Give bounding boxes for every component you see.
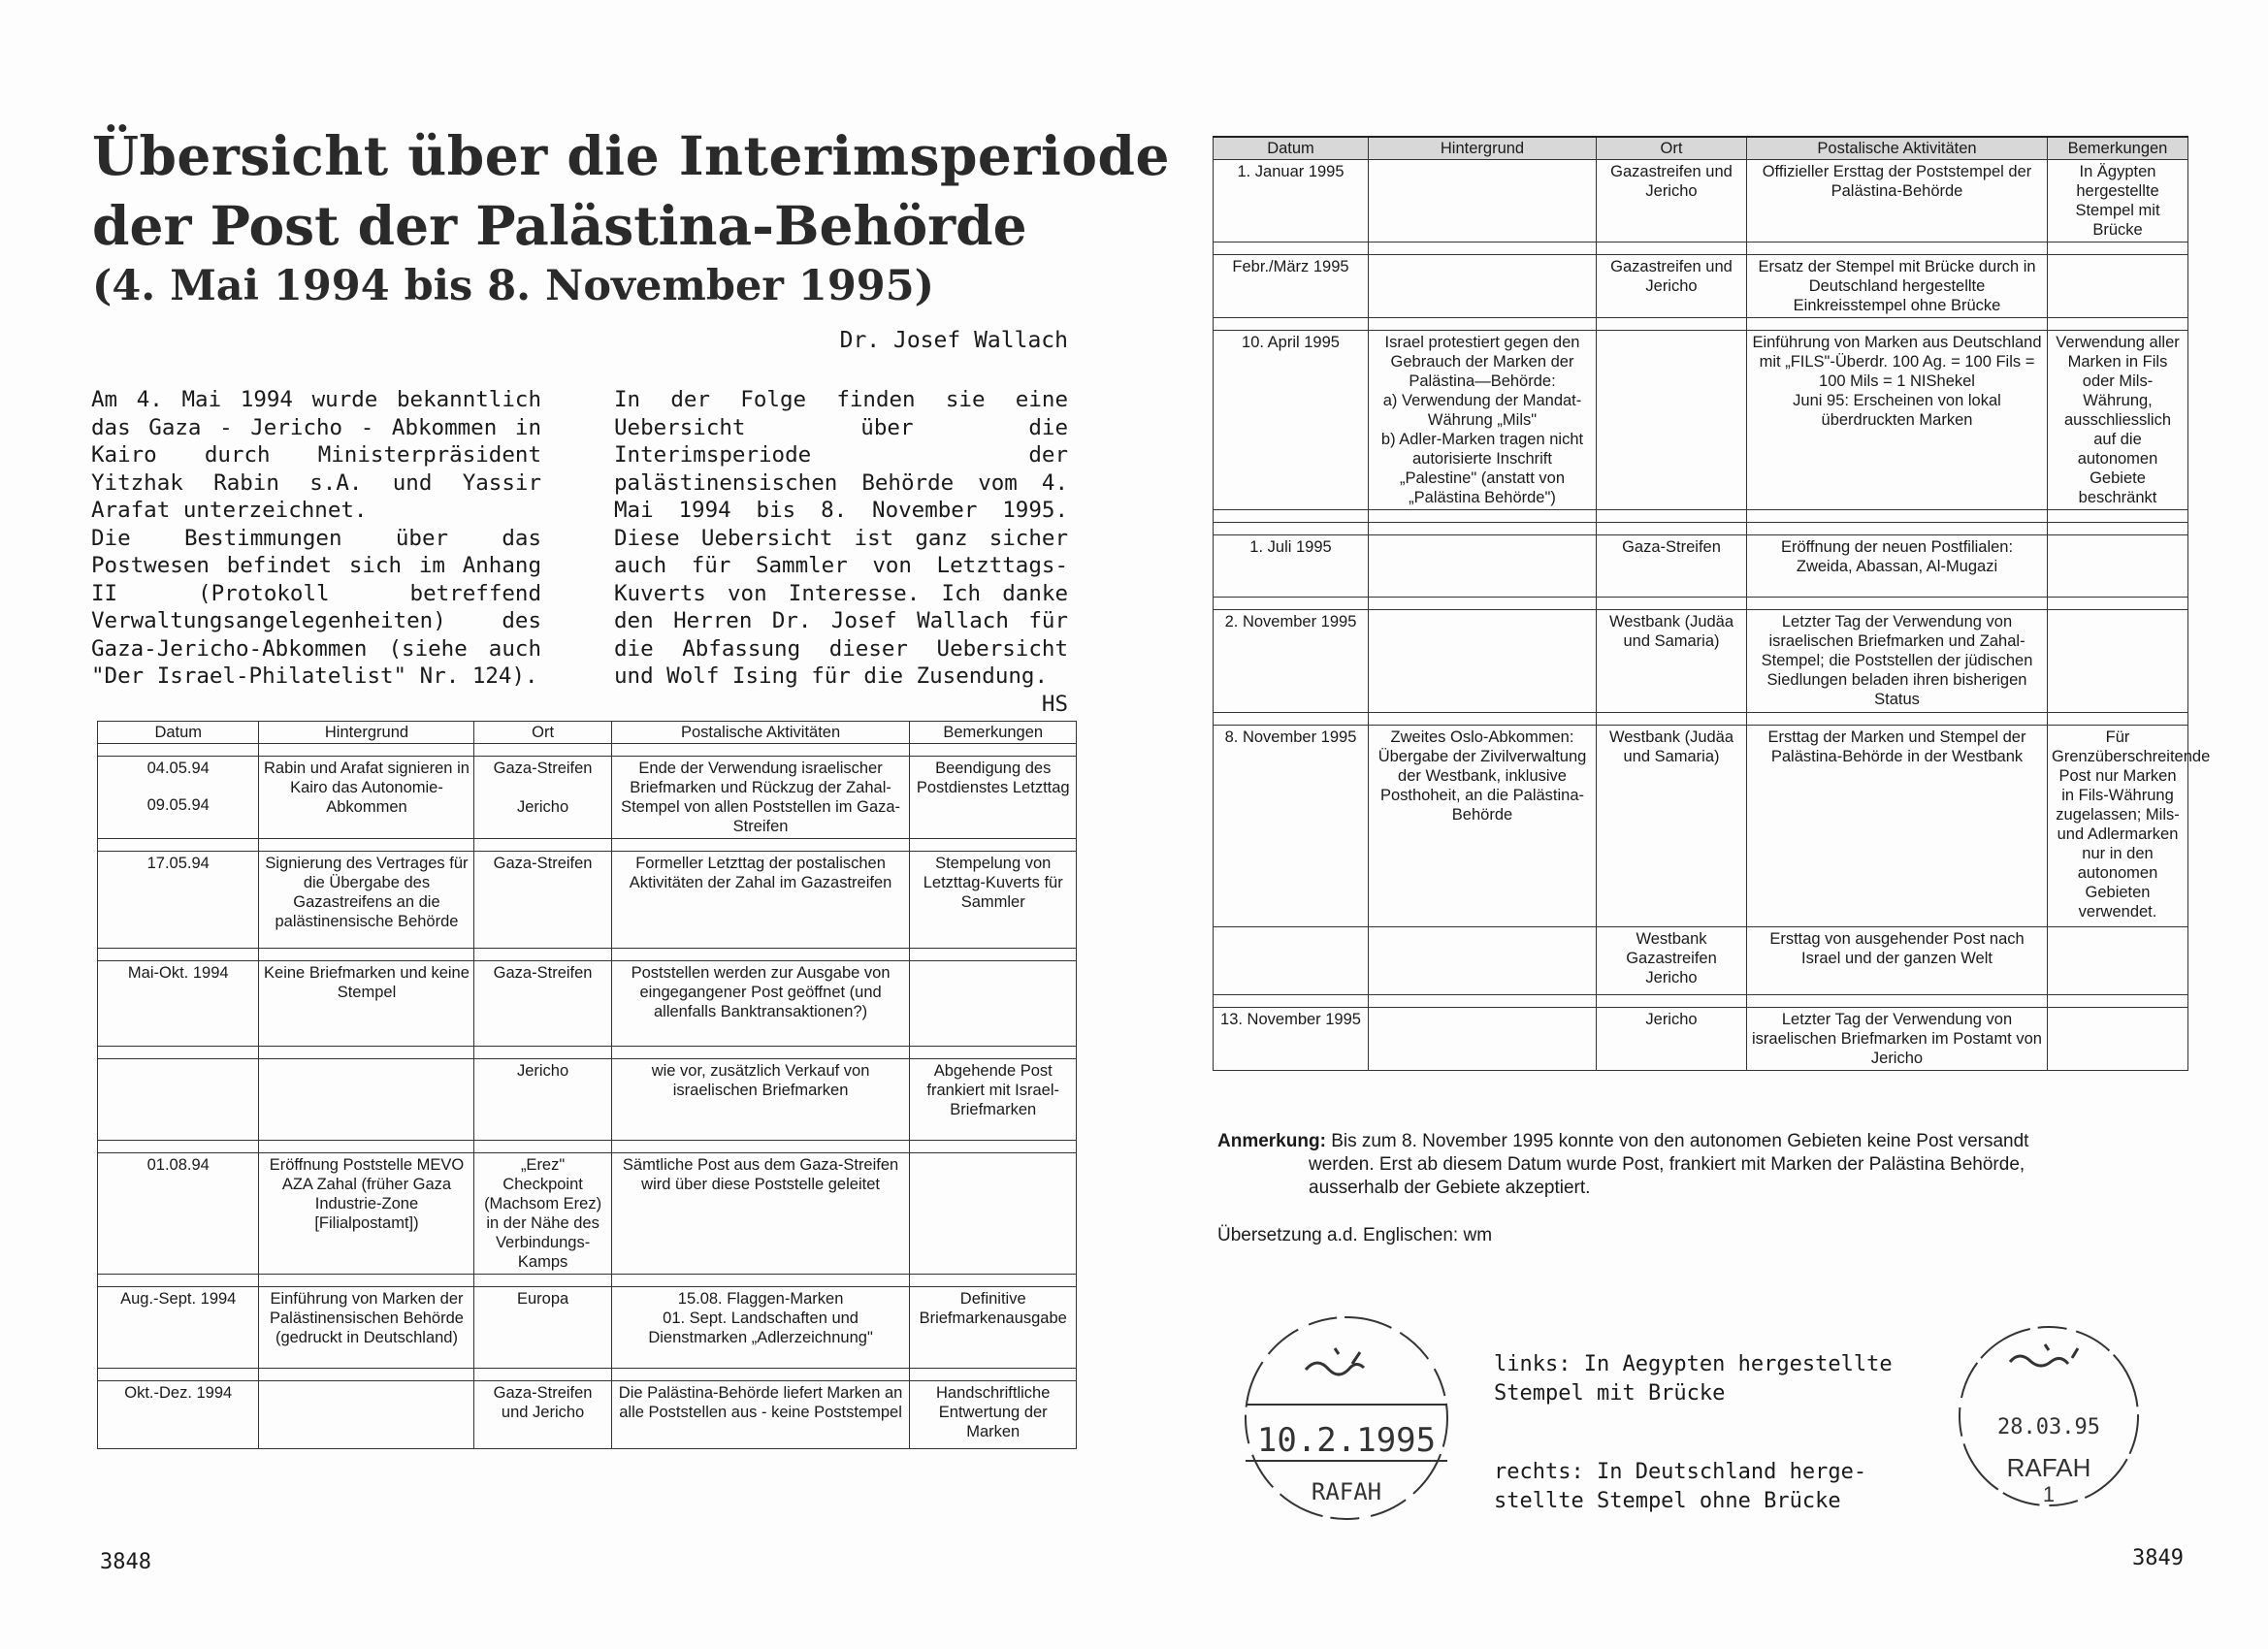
cell-aktivitaeten: Sämtliche Post aus dem Gaza-Streifen wird über diese Poststelle geleitet bbox=[611, 1153, 910, 1275]
cell-hintergrund: Zweites Oslo-Abkommen: Übergabe der Zivilverwaltung der Westbank, inklusive Posthoheit, an die Palästina-Behörde bbox=[1369, 726, 1597, 927]
stamp-date: 10.2.1995 bbox=[1256, 1421, 1437, 1460]
cell-bemerkungen: Für Grenzüberschreitende Post nur Marken in Fils-Währung zugelassen; Mils- und Adlermarken nur in den autonomen Gebieten verwendet. bbox=[2048, 726, 2188, 927]
cell-hintergrund: Israel protestiert gegen den Gebrauch der Marken der Palästina—Behörde: bbox=[1384, 334, 1580, 390]
anmerkung-text: ausserhalb der Gebiete akzeptiert. bbox=[1309, 1178, 1591, 1198]
cell-aktivitaeten: Einführung von Marken aus Deutschland mit „FILS"-Überdr. 100 Ag. = 100 Fils = 100 Mils = 1 NIShekel bbox=[1752, 334, 2042, 390]
table-header-row bbox=[98, 722, 1077, 744]
cell-ort: Gazastreifen und Jericho bbox=[1597, 160, 1747, 242]
cell-ort: Westbank Gazastreifen Jericho bbox=[1597, 927, 1747, 995]
cell-ort: Europa bbox=[474, 1287, 611, 1369]
cell-hintergrund: b) Adler-Marken tragen nicht autorisierte Inschrift „Palestine" (anstatt von „Palästina Behörde") bbox=[1380, 431, 1584, 506]
postmark-egypt-icon bbox=[1238, 1310, 1455, 1527]
header-bemerkungen: Bemerkungen bbox=[910, 722, 1077, 744]
cell-bemerkungen: Stempelung von Letzttag-Kuverts für Sammler bbox=[910, 852, 1077, 949]
cell-ort: Gazastreifen und Jericho bbox=[1597, 255, 1747, 318]
anmerkung-note bbox=[1217, 1130, 2110, 1200]
table-row bbox=[98, 852, 1077, 949]
cell-datum: 10. April 1995 bbox=[1214, 331, 1369, 510]
cell-aktivitaeten: wie vor, zusätzlich Verkauf von israelischen Briefmarken bbox=[611, 1059, 910, 1141]
caption-line: stellte Stempel ohne Brücke bbox=[1494, 1489, 1841, 1513]
author: Dr. Josef Wallach bbox=[839, 328, 1068, 353]
cell-aktivitaeten: 15.08. Flaggen-Marken bbox=[677, 1290, 844, 1308]
article-title-line1: Übersicht über die Interimsperiode bbox=[92, 124, 1170, 187]
header-hintergrund: Hintergrund bbox=[259, 722, 474, 744]
caption-line: rechts: In Deutschland herge- bbox=[1494, 1460, 1867, 1484]
cell-aktivitaeten: 01. Sept. Landschaften und Dienstmarken „Adlerzeichnung" bbox=[648, 1310, 873, 1346]
table-row bbox=[1214, 1008, 2188, 1071]
cell-bemerkungen: Verwendung aller Marken in Fils oder Mils-Währung, ausschliesslich auf die autonomen Gebiete beschränkt bbox=[2048, 331, 2188, 510]
postmark-germany-icon bbox=[1952, 1319, 2146, 1513]
cell-datum: Aug.-Sept. 1994 bbox=[98, 1287, 259, 1369]
caption-left-stamp bbox=[1494, 1350, 1893, 1408]
stamp-place: RAFAH bbox=[1311, 1478, 1382, 1505]
stamp-number: 1 bbox=[2042, 1482, 2056, 1506]
header-aktivitaeten: Postalische Aktivitäten bbox=[611, 722, 910, 744]
page-number: 3848 bbox=[100, 1550, 151, 1574]
cell-bemerkungen: Beendigung des Postdienstes Letzttag bbox=[910, 757, 1077, 839]
paragraph: In der Folge finden sie eine Uebersicht über die Interimsperiode der palästinensischen Behörde vom 4. Mai 1994 bis 8. November 1995. Diese Uebersicht ist ganz sicher auch für Sammler von Letzttags-Kuverts von Interesse. Ich danke den Herren Dr. Josef Wallach für die Abfassung dieser Uebersicht und Wolf Ising für die Zusendung. bbox=[614, 387, 1068, 689]
cell-datum: 8. November 1995 bbox=[1214, 726, 1369, 927]
timeline-table-left bbox=[97, 721, 1077, 1449]
cell-aktivitaeten: Juni 95: Erscheinen von lokal überdruckten Marken bbox=[1793, 392, 2001, 429]
cell-aktivitaeten: Ersttag der Marken und Stempel der Palästina-Behörde in der Westbank bbox=[1747, 726, 2048, 927]
table-row bbox=[1214, 255, 2188, 318]
text-column-right bbox=[614, 386, 1068, 718]
cell-hintergrund bbox=[1369, 1008, 1597, 1071]
cell-ort: Gaza-Streifen bbox=[493, 760, 593, 777]
article-subtitle-dates: (4. Mai 1994 bis 8. November 1995) bbox=[92, 262, 934, 310]
cell-ort: Gaza-Streifen und Jericho bbox=[474, 1381, 611, 1449]
table-row bbox=[1214, 331, 2188, 510]
cell-bemerkungen bbox=[910, 1153, 1077, 1275]
cell-datum bbox=[98, 1059, 259, 1141]
cell-aktivitaeten: Ende der Verwendung israelischer Briefmarken und Rückzug der Zahal-Stempel von allen Poststellen im Gaza-Streifen bbox=[611, 757, 910, 839]
cell-ort: Jericho bbox=[516, 798, 569, 816]
cell-datum: Mai-Okt. 1994 bbox=[98, 961, 259, 1047]
editor-signature: HS bbox=[1041, 691, 1068, 717]
page-number: 3849 bbox=[2132, 1546, 2184, 1570]
cell-ort: Jericho bbox=[474, 1059, 611, 1141]
stamp-place: RAFAH bbox=[2006, 1453, 2091, 1482]
paragraph: Die Bestimmungen über das Postwesen befindet sich im Anhang II (Protokoll betreffend Verwaltungsangelegenheiten) des Gaza-Jericho-Abkommen (siehe auch "Der Israel-Philatelist" Nr. 124). bbox=[91, 525, 541, 689]
table-header-row bbox=[1214, 137, 2188, 160]
header-datum: Datum bbox=[1214, 137, 1369, 160]
article-title-line2: der Post der Palästina-Behörde bbox=[92, 194, 1027, 257]
cell-bemerkungen bbox=[2048, 610, 2188, 713]
cell-hintergrund: Eröffnung Poststelle MEVO AZA Zahal (früher Gaza Industrie-Zone [Filialpostamt]) bbox=[259, 1153, 474, 1275]
cell-datum: 04.05.94 bbox=[146, 760, 210, 777]
table-row bbox=[98, 757, 1077, 839]
cell-aktivitaeten: Ersttag von ausgehender Post nach Israel und der ganzen Welt bbox=[1747, 927, 2048, 995]
cell-hintergrund bbox=[1369, 255, 1597, 318]
cell-aktivitaeten: Letzter Tag der Verwendung von israelischen Briefmarken im Postamt von Jericho bbox=[1747, 1008, 2048, 1071]
cell-datum bbox=[1214, 927, 1369, 995]
table-row bbox=[98, 961, 1077, 1047]
table-row bbox=[1214, 535, 2188, 598]
cell-aktivitaeten: Ersatz der Stempel mit Brücke durch in Deutschland hergestellte Einkreisstempel ohne Brücke bbox=[1747, 255, 2048, 318]
cell-datum: Febr./März 1995 bbox=[1214, 255, 1369, 318]
cell-datum: 1. Januar 1995 bbox=[1214, 160, 1369, 242]
cell-ort: Westbank (Judäa und Samaria) bbox=[1597, 610, 1747, 713]
cell-bemerkungen: Abgehende Post frankiert mit Israel-Briefmarken bbox=[910, 1059, 1077, 1141]
cell-datum: 1. Juli 1995 bbox=[1214, 535, 1369, 598]
cell-hintergrund bbox=[259, 1381, 474, 1449]
table-row bbox=[98, 1153, 1077, 1275]
cell-datum: 13. November 1995 bbox=[1214, 1008, 1369, 1071]
table-row bbox=[98, 1381, 1077, 1449]
cell-bemerkungen bbox=[2048, 1008, 2188, 1071]
cell-aktivitaeten: Die Palästina-Behörde liefert Marken an alle Poststellen aus - keine Poststempel bbox=[611, 1381, 910, 1449]
caption-line: links: In Aegypten hergestellte bbox=[1494, 1352, 1893, 1376]
cell-bemerkungen: Definitive Briefmarkenausgabe bbox=[910, 1287, 1077, 1369]
cell-ort: „Erez" Checkpoint (Machsom Erez) in der Nähe des Verbindungs-Kamps bbox=[474, 1153, 611, 1275]
cell-hintergrund bbox=[1369, 927, 1597, 995]
translation-note: Übersetzung a.d. Englischen: wm bbox=[1217, 1225, 1493, 1245]
cell-hintergrund: Signierung des Vertrages für die Übergabe des Gazastreifens an die palästinensische Behörde bbox=[259, 852, 474, 949]
table-row bbox=[1214, 726, 2188, 927]
cell-datum: 01.08.94 bbox=[98, 1153, 259, 1275]
cell-datum: 2. November 1995 bbox=[1214, 610, 1369, 713]
header-aktivitaeten: Postalische Aktivitäten bbox=[1747, 137, 2048, 160]
caption-right-stamp bbox=[1494, 1458, 1866, 1516]
cell-datum: 17.05.94 bbox=[98, 852, 259, 949]
cell-hintergrund bbox=[1369, 535, 1597, 598]
cell-ort: Jericho bbox=[1597, 1008, 1747, 1071]
anmerkung-text: Bis zum 8. November 1995 konnte von den autonomen Gebieten keine Post versandt bbox=[1331, 1131, 2029, 1151]
table-row bbox=[1214, 927, 2188, 995]
cell-aktivitaeten: Letzter Tag der Verwendung von israelischen Briefmarken und Zahal-Stempel; die Poststellen der jüdischen Siedlungen beladen ihren bisherigen Status bbox=[1747, 610, 2048, 713]
cell-ort: Westbank (Judäa und Samaria) bbox=[1597, 726, 1747, 927]
header-hintergrund: Hintergrund bbox=[1369, 137, 1597, 160]
cell-bemerkungen bbox=[2048, 535, 2188, 598]
table-row bbox=[1214, 160, 2188, 242]
caption-line: Stempel mit Brücke bbox=[1494, 1381, 1726, 1406]
table-row bbox=[1214, 610, 2188, 713]
header-bemerkungen: Bemerkungen bbox=[2048, 137, 2188, 160]
cell-aktivitaeten: Poststellen werden zur Ausgabe von eingegangener Post geöffnet (und allenfalls Banktransaktionen?) bbox=[611, 961, 910, 1047]
table-row bbox=[98, 1287, 1077, 1369]
anmerkung-text: werden. Erst ab diesem Datum wurde Post, frankiert mit Marken der Palästina Behörde, bbox=[1309, 1154, 2025, 1175]
text-column-left bbox=[91, 386, 541, 691]
cell-hintergrund: Einführung von Marken der Palästinensischen Behörde (gedruckt in Deutschland) bbox=[259, 1287, 474, 1369]
paragraph: Am 4. Mai 1994 wurde bekanntlich das Gaza - Jericho - Abkommen in Kairo durch Ministerpräsident Yitzhak Rabin s.A. und Yassir Arafat unterzeichnet. bbox=[91, 387, 541, 523]
cell-aktivitaeten: Formeller Letzttag der postalischen Aktivitäten der Zahal im Gazastreifen bbox=[611, 852, 910, 949]
header-ort: Ort bbox=[474, 722, 611, 744]
table-row bbox=[98, 1059, 1077, 1141]
timeline-table-right bbox=[1213, 136, 2211, 1071]
anmerkung-label: Anmerkung: bbox=[1217, 1131, 1326, 1151]
cell-ort: Gaza-Streifen bbox=[1597, 535, 1747, 598]
stamp-date: 28.03.95 bbox=[1997, 1415, 2100, 1439]
cell-datum: Okt.-Dez. 1994 bbox=[98, 1381, 259, 1449]
cell-hintergrund bbox=[259, 1059, 474, 1141]
cell-bemerkungen: Handschriftliche Entwertung der Marken bbox=[910, 1381, 1077, 1449]
cell-bemerkungen bbox=[910, 961, 1077, 1047]
header-ort: Ort bbox=[1597, 137, 1747, 160]
cell-bemerkungen: In Ägypten hergestellte Stempel mit Brücke bbox=[2048, 160, 2188, 242]
cell-hintergrund: Keine Briefmarken und keine Stempel bbox=[259, 961, 474, 1047]
cell-aktivitaeten: Eröffnung der neuen Postfilialen: Zweida, Abassan, Al-Mugazi bbox=[1747, 535, 2048, 598]
cell-datum: 09.05.94 bbox=[146, 796, 210, 814]
cell-aktivitaeten: Offizieller Ersttag der Poststempel der Palästina-Behörde bbox=[1747, 160, 2048, 242]
cell-bemerkungen bbox=[2048, 927, 2188, 995]
cell-bemerkungen bbox=[2048, 255, 2188, 318]
cell-hintergrund bbox=[1369, 160, 1597, 242]
header-datum: Datum bbox=[98, 722, 259, 744]
cell-ort: Gaza-Streifen bbox=[474, 852, 611, 949]
cell-ort: Gaza-Streifen bbox=[474, 961, 611, 1047]
cell-hintergrund: a) Verwendung der Mandat-Währung „Mils" bbox=[1382, 392, 1582, 429]
cell-ort bbox=[1597, 331, 1747, 510]
cell-hintergrund: Rabin und Arafat signieren in Kairo das Autonomie-Abkommen bbox=[259, 757, 474, 839]
cell-hintergrund bbox=[1369, 610, 1597, 713]
